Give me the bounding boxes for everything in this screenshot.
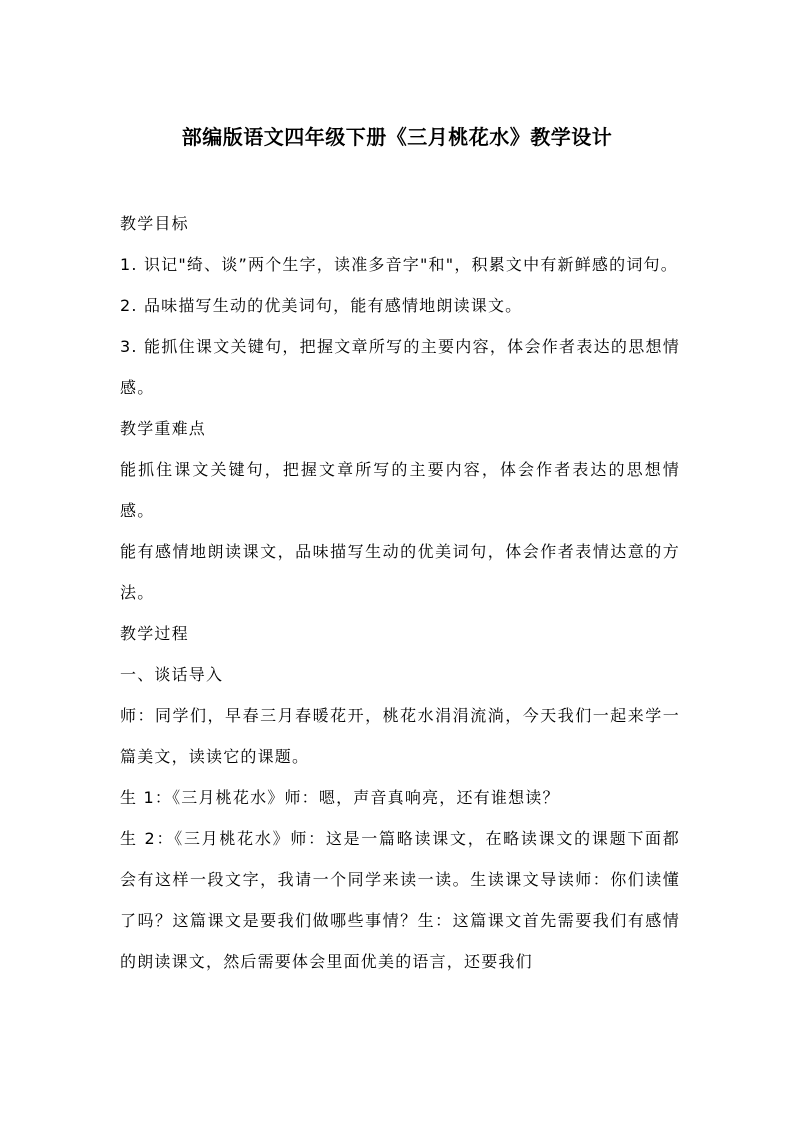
document-body bbox=[120, 203, 680, 982]
document-title: 部编版语文四年级下册《三月桃花水》教学设计 bbox=[181, 125, 613, 149]
dialogue-student-1: 生 1：《三月桃花水》师：嗯，声音真响亮，还有谁想读？ bbox=[120, 788, 560, 807]
difficulty-item-2: 能有感情地朗读课文，品味描写生动的优美词句，体会作者表情达意的方法。 bbox=[120, 542, 680, 602]
subheading-introduction: 一、谈话导入 bbox=[120, 665, 224, 684]
heading-key-difficulties: 教学重难点 bbox=[120, 419, 207, 438]
heading-teaching-goals: 教学目标 bbox=[120, 214, 189, 233]
dialogue-teacher-intro: 师：同学们，早春三月春暖花开，桃花水涓涓流淌，今天我们一起来学一篇美文，读读它的课题。 bbox=[120, 706, 680, 766]
difficulty-item-1: 能抓住课文关键句，把握文章所写的主要内容，体会作者表达的思想情感。 bbox=[120, 460, 680, 520]
goal-item-3: 3. 能抓住课文关键句，把握文章所写的主要内容，体会作者表达的思想情感。 bbox=[120, 337, 680, 397]
goal-item-1: 1. 识记"绮、谈”两个生字，读准多音字"和"，积累文中有新鲜感的词句。 bbox=[120, 255, 678, 274]
heading-teaching-process: 教学过程 bbox=[120, 624, 189, 643]
goal-item-2: 2. 品味描写生动的优美词句，能有感情地朗读课文。 bbox=[120, 296, 523, 315]
dialogue-student-2: 生 2：《三月桃花水》师：这是一篇略读课文，在略读课文的课题下面都会有这样一段文字，我请一个同学来读一读。生读课文导读师：你们读懂了吗？这篇课文是要我们做哪些事情？生：这篇课文首先需要我们有感情的朗读课文，然后需要体会里面优美的语言，还要我们 bbox=[120, 829, 680, 971]
